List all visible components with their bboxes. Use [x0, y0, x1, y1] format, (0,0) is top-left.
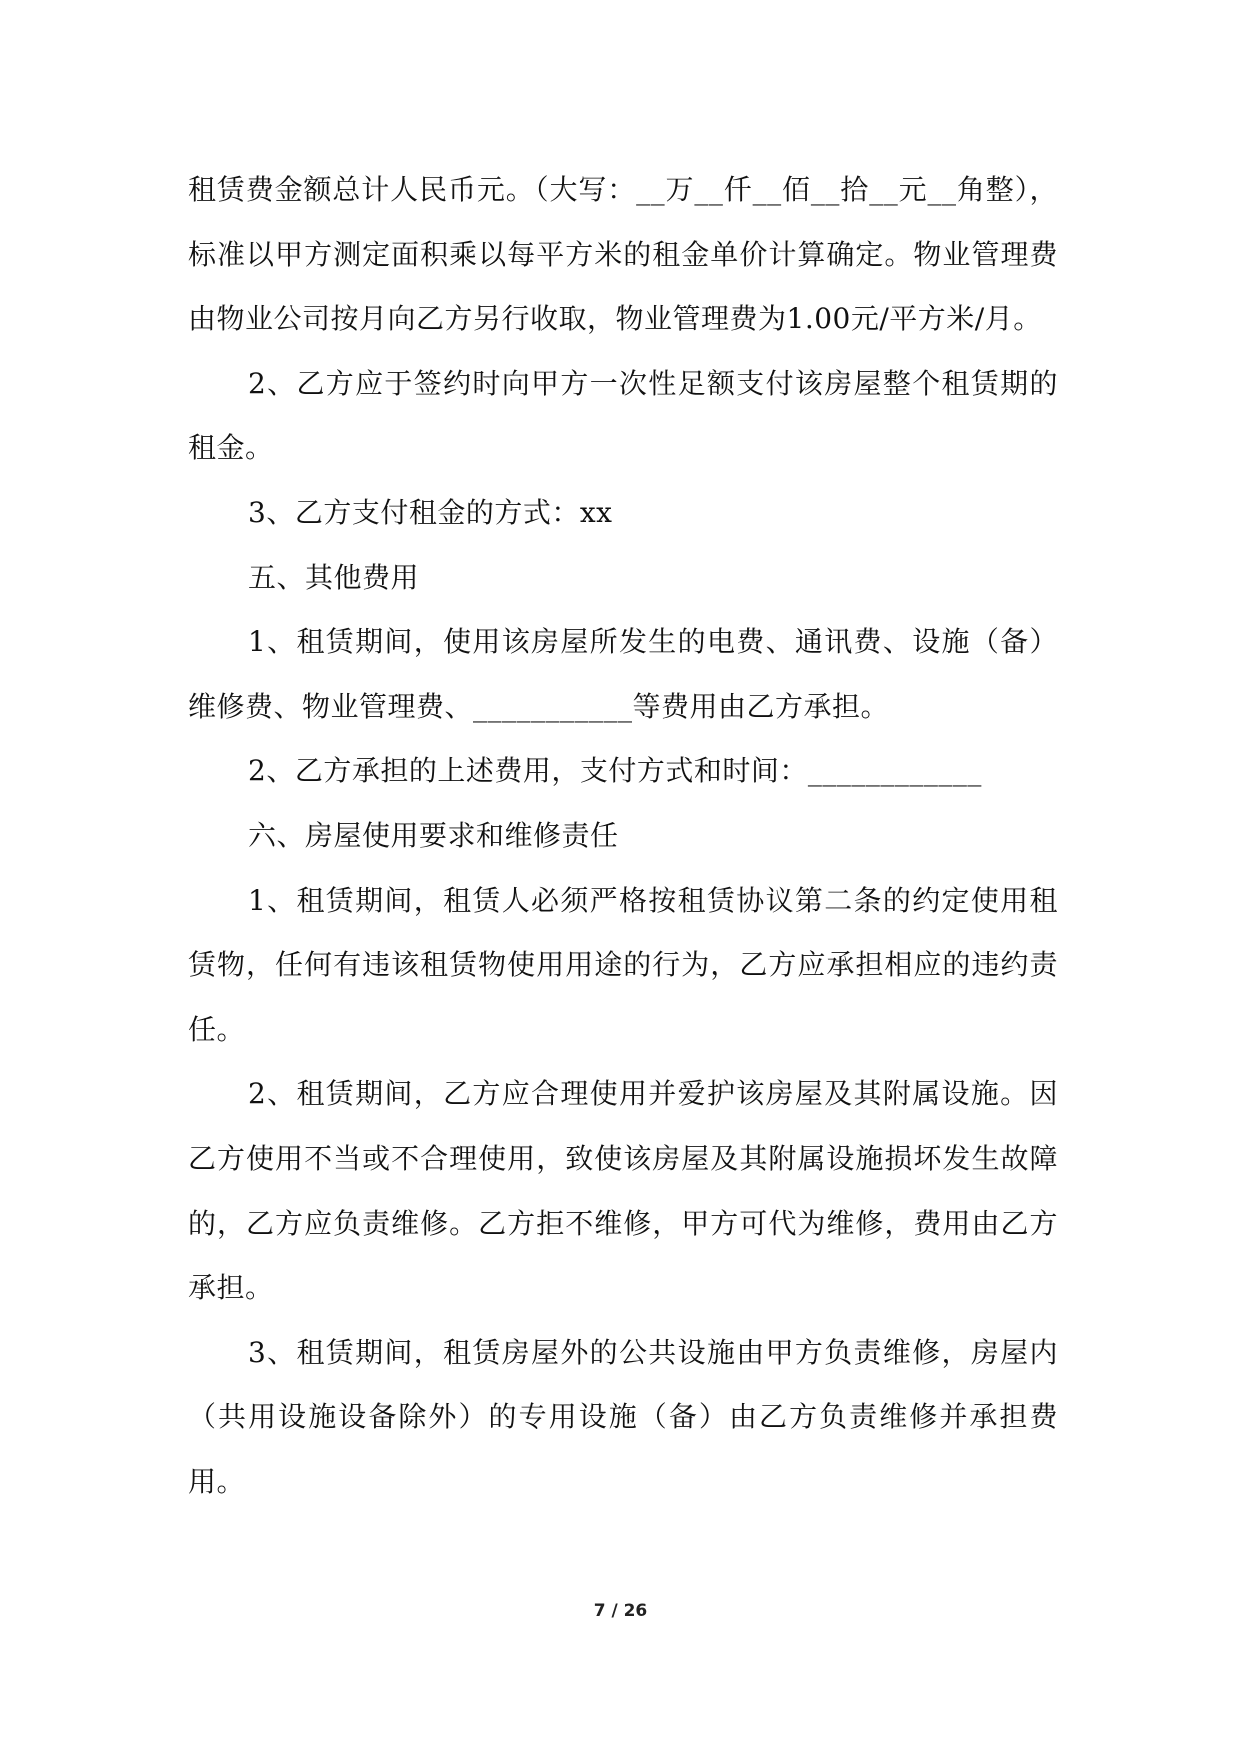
paragraph-use-per-agreement: 1、租赁期间，租赁人必须严格按租赁协议第二条的约定使用租赁物，任何有违该租赁物使用用途的行为，乙方应承担相应的违约责任。 — [188, 883, 1058, 1046]
paragraph-public-facility-repair: 3、租赁期间，租赁房屋外的公共设施由甲方负责维修，房屋内（共用设施设备除外）的专用设施（备）由乙方负责维修并承担费用。 — [188, 1335, 1058, 1498]
page-number: 7 / 26 — [593, 1601, 648, 1621]
paragraph-rent-payment-method: 3、乙方支付租金的方式：xx — [248, 495, 613, 529]
paragraph-rent-payment-once: 2、乙方应于签约时向甲方一次性足额支付该房屋整个租赁期的租金。 — [188, 366, 1058, 465]
section-heading-other-fees: 五、其他费用 — [248, 560, 420, 594]
document-body — [188, 158, 1058, 1514]
paragraph-fee-payment-time: 2、乙方承担的上述费用，支付方式和时间：____________ — [248, 754, 982, 788]
paragraph-rent-total: 租赁费金额总计人民币元。（大写：__万__仟__佰__拾__元__角整），标准以甲方测定面积乘以每平方米的租金单价计算确定。物业管理费由物业公司按月向乙方另行收取，物业管理费为1.00元/平方米/月。 — [188, 173, 1058, 336]
section-heading-use-and-repair: 六、房屋使用要求和维修责任 — [248, 818, 619, 852]
paragraph-fees-borne-by-tenant: 1、租赁期间，使用该房屋所发生的电费、通讯费、设施（备）维修费、物业管理费、___________等费用由乙方承担。 — [188, 625, 1058, 723]
paragraph-reasonable-use: 2、租赁期间，乙方应合理使用并爱护该房屋及其附属设施。因乙方使用不当或不合理使用，致使该房屋及其附属设施损坏发生故障的，乙方应负责维修。乙方拒不维修，甲方可代为维修，费用由乙方承担。 — [188, 1077, 1058, 1305]
